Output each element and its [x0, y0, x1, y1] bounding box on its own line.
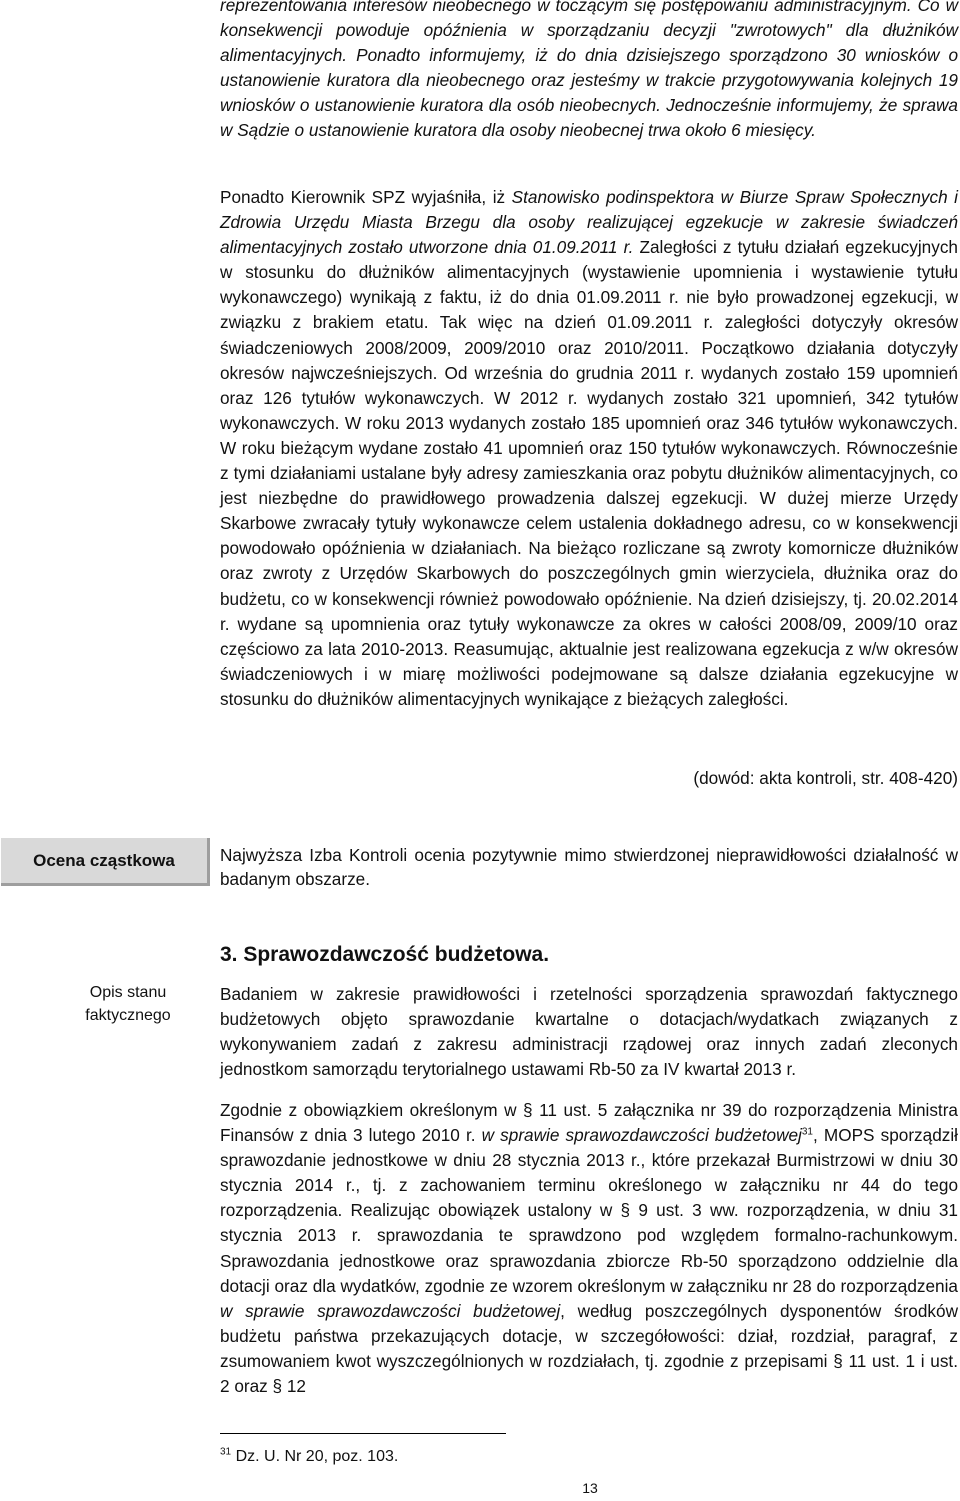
paragraph-kurator: reprezentowania interesów nieobecnego w toczącym się postępowaniu administracyjnym. Co w konsekwencji powoduje opóźnienia w sporządzaniu decyzji "zwrotowych" dla dłużników alimentacyjnych. Ponadto informujemy, iż do dnia dzisiejszego sporządzono 30 wniosków o ustanowienie kuratora dla nieobecnego oraz jesteśmy w trakcie przygotowywania kolejnych 19 wniosków o ustanowienie kuratora dla osób nieobecnych. Jednocześnie informujemy, że sprawa w Sądzie o ustanowienie kuratora dla osoby nieobecnej trwa około 6 miesięcy. — [220, 0, 958, 141]
paragraph-egzekucja-rest: Zaległości z tytułu działań egzekucyjnych w stosunku do dłużników alimentacyjnych (wystawienie upomnienia i wystawienie tytułu wykonawczego) wynikają z faktu, iż do dnia 01.09.2011 r. nie było prowadzonej egzekucji, w związku z brakiem etatu. Tak więc na dzień 01.09.2011 r. zaległości dotyczyły okresów świadczeniowych 2008/2009, 2009/2010 oraz 2010/2011. Początkowo działania dotyczyły okresów najwcześniejszych. Od września do grudnia 2011 r. wydanych zostało 159 upomnień oraz 126 tytułów wykonawczych. W 2012 r. wydanych zostało 321 upomnień, 342 tytułów wykonawczych. W roku 2013 wydanych zostało 185 upomnień oraz 346 tytułów wykonawczych. W roku bieżącym wydane zostało 41 upomnień oraz 150 tytułów wykonawczych. Równocześnie z tymi działaniami ustalane były adresy zamieszkania oraz pobytu dłużników alimentacyjnych, co jest niezbędne do prawidłowego prowadzenia dalszej egzekucji. W dużej mierze Urzędy Skarbowe zwracały tytuły wykonawcze celem ustalenia dokładnego adresu, co w konsekwencji powodowało opóźnienia w działaniach. Na bieżąco rozliczane są zwroty komornicze dłużników oraz zwroty z Urzędów Skarbowych do poszczególnych gmin wierzyciela, dłużnika oraz do budżetu, co w konsekwencji również powodowało opóźnienie. Na dzień dzisiejszy, tj. 20.02.2014 r. wydane są upomnienia oraz tytuły wykonawcze za okres w całości 2008/09, 2009/10 oraz częściowo za lata 2010-2013. Reasumując, aktualnie jest realizowana egzekucja z w/w okresów świadczeniowych i w miarę możliwości podejmowane są dalsze działania egzekucyjne w stosunku do dłużników alimentacyjnych wynikające z bieżących zaległości. — [220, 237, 958, 709]
paragraph-sprawozdania-b: , MOPS sporządził sprawozdanie jednostkowe w dniu 28 stycznia 2013 r., które przekazał Burmistrzowi w dniu 30 stycznia 2014 r., tj. z zachowaniem terminu określonego w załączniku nr 44 do tego rozporządzenia. Realizując obowiązek ustalony w § 9 ust. 3 ww. rozporządzenia, w dniu 31 stycznia 2013 r. sprawozdania te sprawdzono pod względem formalno-rachunkowym. Sprawozdania jednostkowe oraz sprawozdania zbiorcze Rb-50 sporządzono oddzielnie dla dotacji oraz dla wydatków, zgodnie ze wzorem określonym w załączniku nr 28 do rozporządzenia — [220, 1125, 958, 1296]
paragraph-egzekucja — [220, 185, 958, 712]
evidence-reference: (dowód: akta kontroli, str. 408-420) — [693, 768, 958, 788]
paragraph-sprawozdania-c: , według poszczególnych dysponentów środków budżetu państwa przekazujących dotacje, w szczegółowości: dział, rozdział, paragraf, z zsumowaniem kwot wyszczególnionych w rozdziałach, tj. zgodnie z przepisami § 11 ust. 1 i ust. 2 oraz § 12 — [220, 1300, 958, 1397]
footnote-number: 31 — [220, 1446, 232, 1458]
paragraph-egzekucja-quote: Stanowisko podinspektora w Biurze Spraw Społecznych i Zdrowia Urzędu Miasta Brzegu dla osoby realizującej egzekucje w zakresie świadczeń alimentacyjnych zostało utworzone dnia 01.09.2011 r. — [220, 187, 958, 258]
paragraph-egzekucja-lead: Ponadto Kierownik SPZ wyjaśniła, iż — [220, 187, 512, 207]
opis-stanu-label: Opis stanu faktycznego — [85, 984, 171, 1024]
paragraph-sprawozdania-a: Zgodnie z obowiązkiem określonym w § 11 ust. 5 załącznika nr 39 do rozporządzenia Ministra Finansów z dnia 3 lutego 2010 r. — [220, 1100, 958, 1146]
page-number: 13 — [582, 1480, 598, 1496]
paragraph-sprawozdania — [220, 1098, 958, 1399]
ocena-czastkowa-text: Najwyższa Izba Kontroli ocenia pozytywnie mimo stwierdzonej nieprawidłowości działalność w badanym obszarze. — [220, 845, 958, 889]
section-heading: 3. Sprawozdawczość budżetowa. — [220, 943, 550, 966]
regulation-title-2: w sprawie sprawozdawczości budżetowej — [220, 1300, 561, 1321]
ocena-czastkowa-label: Ocena cząstkowa — [1, 838, 210, 886]
regulation-title: w sprawie sprawozdawczości budżetowej — [481, 1125, 802, 1146]
footnote-separator — [220, 1433, 506, 1434]
footnote-text: Dz. U. Nr 20, poz. 103. — [231, 1448, 399, 1465]
footnote — [220, 1446, 398, 1468]
paragraph-badanie: Badaniem w zakresie prawidłowości i rzetelności sporządzenia sprawozdań faktycznego budżetowych objęto sprawozdanie kwartalne o dotacjach/wydatkach związanych z wykonywaniem zadań z zakresu administracji rządowej oraz innych zadań zleconych jednostkom samorządu terytorialnego ustawami Rb-50 za IV kwartał 2013 r. — [220, 984, 958, 1080]
footnote-ref[interactable]: 31 — [801, 1126, 813, 1138]
